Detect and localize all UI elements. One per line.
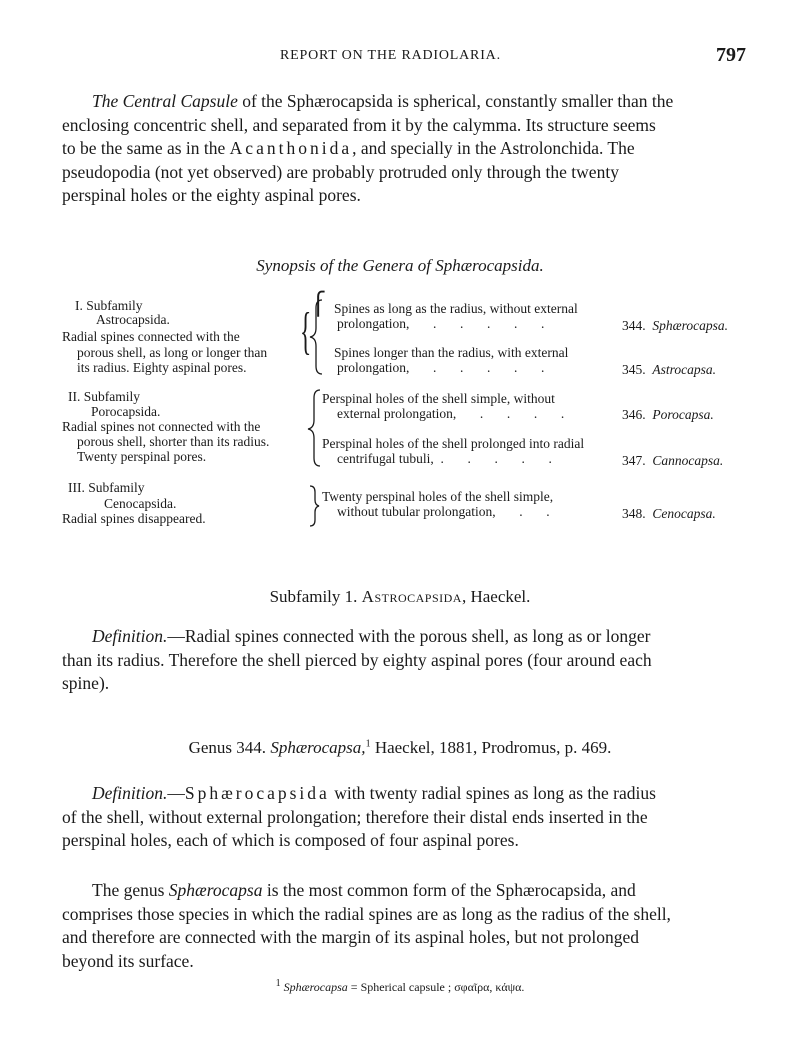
synopsis-brace-2 bbox=[306, 388, 330, 468]
central-capsule-term: The Central Capsule bbox=[92, 91, 238, 111]
genus-definition: Definition.—Sphærocapsida with twenty radial spines as long as the radius of the shell, without external prolongation; therefore their distal ends inserted in the perspinal holes, each of which is composed of four aspinal pores. bbox=[62, 783, 656, 850]
page-number: 797 bbox=[716, 44, 746, 66]
brace-top-1: ⎧ bbox=[310, 291, 327, 316]
synopsis-genus-348: 348. Cenocapsa. bbox=[622, 506, 716, 521]
brace-left-group-1: { bbox=[300, 303, 312, 360]
synopsis-title: Synopsis of the Genera of Sphærocapsida. bbox=[256, 256, 544, 275]
genus-heading: Genus 344. Sphærocapsa,$^1$ Haeckel, 1881, Prodromus, p. 469. bbox=[188, 738, 612, 757]
acanthonida-term: Acanthonida bbox=[229, 138, 353, 158]
synopsis-genus-346: 346. Porocapsa. bbox=[622, 407, 714, 422]
synopsis-brace-1 bbox=[308, 291, 332, 376]
synopsis-genus-347: 347. Cannocapsa. bbox=[622, 453, 724, 468]
body-paragraph: The genus Sphærocapsa is the most common form of the Sphærocapsida, and comprises those species in which the radial spines are as long as the radius of the shell, and therefore are connected with the margin of its aspinal holes, but not prolonged beyond its surface. bbox=[62, 880, 671, 971]
synopsis-genus-345: 345. Astrocapsa. bbox=[622, 362, 716, 377]
synopsis-brace-3 bbox=[302, 484, 322, 528]
subfamily-heading: Subfamily 1. Astrocapsida, Haeckel. bbox=[269, 587, 531, 606]
synopsis-genus-344: 344. Sphærocapsa. bbox=[622, 318, 729, 333]
running-header: REPORT ON THE RADIOLARIA. bbox=[280, 48, 501, 63]
subfamily-definition: Definition.—Radial spines connected with the porous shell, as long as or longer than its radius. Therefore the shell pierced by eighty aspinal pores (four around each spine). bbox=[62, 626, 652, 693]
intro-paragraph: The Central Capsule of the Sphærocapsida is spherical, constantly smaller than the enclosing concentric shell, and separated from it by the calymma. Its structure seems to be the same as in the Acanthonida, and specially in the Astrolonchida. The pseudopodia (not yet observed) are probably protruded only through the twenty perspinal holes or the eighty aspinal pores. bbox=[62, 91, 674, 205]
footnote: $^1$ Sphærocapsa = Spherical capsule ; σφαῖρα, κάψα. bbox=[275, 978, 525, 994]
